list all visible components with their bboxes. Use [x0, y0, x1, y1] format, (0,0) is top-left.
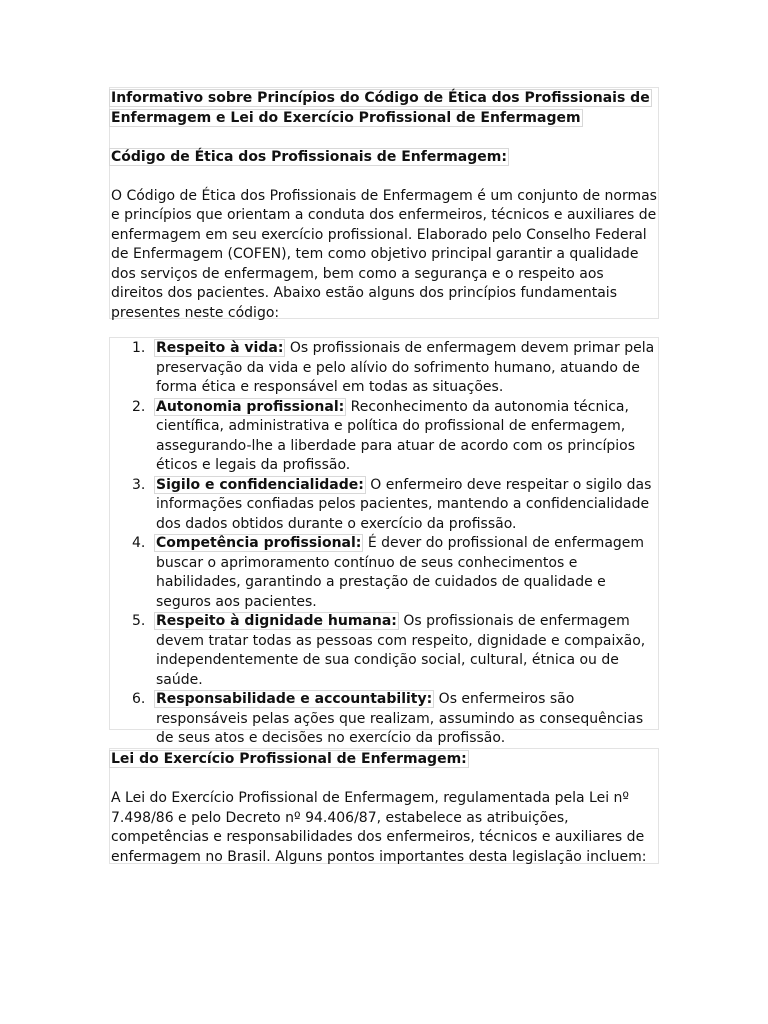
law-paragraph: A Lei do Exercício Profissional de Enfermagem, regulamentada pela Lei nº 7.498/86 e pelo Decreto nº 94.406/87, estabelece as atribuições, competências e responsabilidades dos enfermeiros, técnicos e auxiliares de enfermagem no Brasil. Alguns pontos importantes desta legislação incluem:: [111, 790, 647, 865]
document-title-line-2: Enfermagem e Lei do Exercício Profissional de Enfermagem: [111, 109, 581, 126]
ethics-code-paragraph: O Código de Ética dos Profissionais de Enfermagem é um conjunto de normas e princípios que orientam a conduta dos enfermeiros, técnicos e auxiliares de enfermagem em seu exercício profissional. Elaborado pelo Conselho Federal de Enfermagem (COFEN), tem como objetivo principal garantir a qualidade dos serviços de enfermagem, bem como a segurança e o respeito aos direitos dos pacientes. Abaixo estão alguns dos princípios fundamentais presentes neste código:: [111, 187, 657, 321]
principles-block: [109, 337, 659, 746]
list-item: [110, 690, 658, 749]
document-title-line-1: Informativo sobre Princípios do Código de Ética dos Profissionais de: [111, 90, 650, 106]
list-item-number: 3.: [132, 476, 146, 493]
list-item: [110, 476, 658, 535]
list-item-text: Os enfermeiros são responsáveis pelas ações que realizam, assumindo as consequências de seus atos e decisões no exercício da profissão.: [156, 691, 644, 746]
list-item: [110, 534, 658, 612]
document-title: [110, 89, 658, 128]
list-item-text: Os profissionais de enfermagem devem tratar todas as pessoas com respeito, dignidade e compaixão, independentemente de sua condição social, cultural, étnica ou de saúde.: [156, 613, 646, 688]
list-item-term: Responsabilidade e accountability:: [156, 691, 433, 707]
list-item-number: 2.: [132, 398, 146, 415]
law-block: [109, 748, 659, 864]
list-item-number: 1.: [132, 340, 146, 356]
principles-list: [110, 339, 658, 749]
list-item-number: 5.: [132, 613, 146, 629]
list-item-term: Competência profissional:: [156, 535, 362, 551]
law-heading: Lei do Exercício Profissional de Enfermagem:: [111, 751, 467, 767]
list-item-term: Sigilo e confidencialidade:: [156, 476, 364, 493]
list-item: [110, 612, 658, 690]
ethics-code-heading: Código de Ética dos Profissionais de Enfermagem:: [111, 148, 507, 165]
list-item-number: 4.: [132, 535, 146, 551]
list-item-text: É dever do profissional de enfermagem buscar o aprimoramento contínuo de seus conhecimentos e habilidades, garantindo a prestação de cuidados de qualidade e seguros aos pacientes.: [156, 535, 645, 610]
list-item-number: 6.: [132, 691, 146, 707]
list-item-term: Autonomia profissional:: [156, 398, 345, 415]
list-item: [110, 398, 658, 476]
intro-block: [109, 87, 659, 319]
list-item-term: Respeito à dignidade humana:: [156, 613, 397, 629]
list-item-text: O enfermeiro deve respeitar o sigilo das informações confiadas pelos pacientes, mantendo a confidencialidade dos dados obtidos durante o exercício da profissão.: [156, 476, 652, 532]
list-item-term: Respeito à vida:: [156, 340, 284, 356]
list-item: [110, 339, 658, 398]
list-item-text: Reconhecimento da autonomia técnica, científica, administrativa e política do profissional de enfermagem, assegurando-lhe a liberdade para atuar de acordo com os princípios éticos e legais da profissão.: [156, 398, 636, 473]
list-item-text: Os profissionais de enfermagem devem primar pela preservação da vida e pelo alívio do sofrimento humano, atuando de forma ética e responsável em todas as situações.: [156, 340, 655, 395]
